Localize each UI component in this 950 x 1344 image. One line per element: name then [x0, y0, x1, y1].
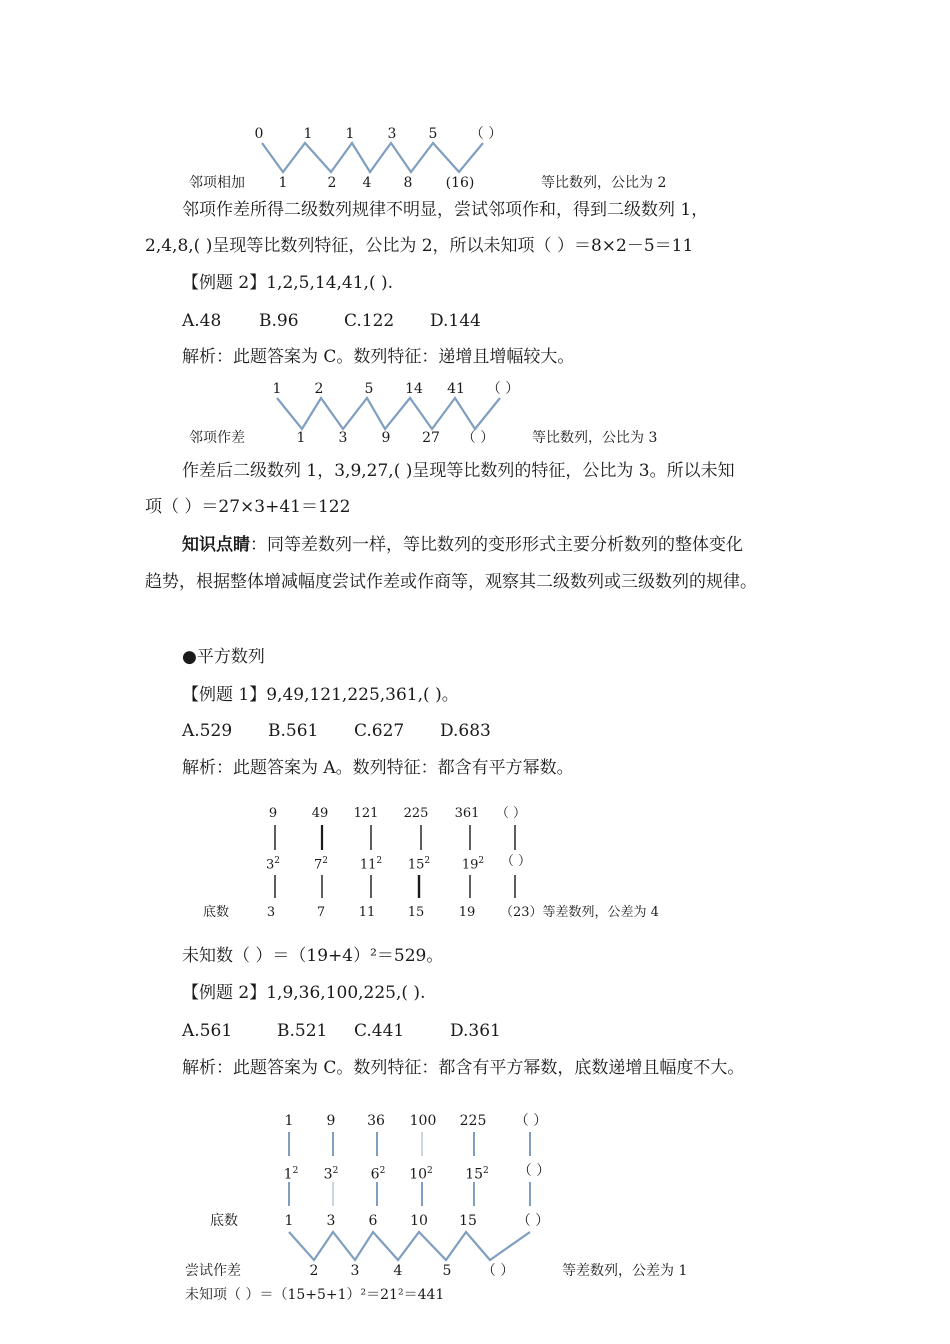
- sq-example2-title: 【例题 2】1,9,36,100,225,( ).: [182, 983, 426, 1003]
- sq-example1-analysis: 解析：此题答案为 A。数列特征：都含有平方幂数。: [182, 758, 574, 778]
- diagram3-base: 7: [316, 905, 326, 920]
- option-d: D.144: [430, 311, 481, 331]
- option-a: A.529: [182, 721, 233, 741]
- diagram4-base-label: 底数: [210, 1213, 238, 1229]
- option-c: C.122: [344, 311, 395, 331]
- knowledge-label: 知识点睛: [182, 535, 250, 555]
- sq-example1-title: 【例题 1】9,49,121,225,361,( )。: [182, 685, 459, 705]
- diagram2-top-term: 1: [272, 381, 282, 397]
- diagram1-top-term: 3: [387, 126, 397, 142]
- diagram4-diff-label: 尝试作差: [185, 1263, 241, 1279]
- diagram3-power: $11^2$: [359, 856, 383, 873]
- diagram1-top-term: 1: [345, 126, 355, 142]
- example2-title: 【例题 2】1,2,5,14,41,( ).: [182, 273, 394, 293]
- diagram4-base: 10: [410, 1213, 428, 1229]
- diagram4-power: $3^2$: [323, 1166, 339, 1183]
- diagram4-power: $15^2$: [465, 1166, 489, 1183]
- diagram4-top-term: 9: [326, 1113, 336, 1129]
- diagram4-diff: 4: [393, 1263, 403, 1279]
- sq-example2-analysis: 解析：此题答案为 C。数列特征：都含有平方幂数，底数递增且幅度不大。: [182, 1058, 745, 1078]
- para2-line1: 作差后二级数列 1，3,9,27,( )呈现等比数列的特征，公比为 3。所以未知: [182, 461, 735, 481]
- section-title: ●平方数列: [182, 647, 265, 667]
- para2-line2: 项（ ）＝27×3+41＝122: [145, 497, 351, 517]
- option-d: D.361: [450, 1021, 501, 1041]
- diagram1-top-term: 5: [428, 126, 438, 142]
- option-b: B.561: [268, 721, 319, 741]
- diagram3-top-term: （ ）: [495, 806, 527, 821]
- para1-line2: 2,4,8,( )呈现等比数列特征，公比为 2，所以未知项（ ）＝8×2－5＝11: [145, 236, 694, 256]
- diagram3-label: 底数: [203, 905, 230, 920]
- diagram4-top-term: 100: [409, 1113, 437, 1129]
- diagram4-base: （ ）: [516, 1213, 550, 1229]
- example2-analysis: 解析：此题答案为 C。数列特征：递增且增幅较大。: [182, 347, 575, 367]
- option-c: C.627: [354, 721, 405, 741]
- diagram3-base: 19: [458, 905, 476, 920]
- diagram3-top-term: 49: [311, 806, 329, 821]
- diagram2-bottom-term: 3: [338, 430, 348, 446]
- diagram3-power: $3^2$: [265, 856, 281, 873]
- diagram4-zigzag: [289, 1232, 530, 1260]
- diagram4-diff: 2: [309, 1263, 319, 1279]
- diagram4-top-term: 36: [367, 1113, 385, 1129]
- option-b: B.96: [259, 311, 299, 331]
- diagram4-top-term: （ ）: [514, 1113, 548, 1129]
- diagram1-top-term: 1: [303, 126, 313, 142]
- diagram1-bottom-term: 8: [403, 175, 413, 191]
- diagram2-bottom-term: 1: [296, 430, 306, 446]
- diagram2-bottom-term: 9: [381, 430, 391, 446]
- diagram2-label: 邻项作差: [189, 430, 245, 446]
- diagram3-top-term: 9: [268, 806, 278, 821]
- diagram2-top-term: 2: [314, 381, 324, 397]
- diagram2-top-term: （ ）: [486, 381, 520, 397]
- diagram4-base: 1: [284, 1213, 294, 1229]
- diagram4-diff: （ ）: [481, 1263, 515, 1279]
- diagram2-top-term: 14: [405, 381, 423, 397]
- sq-example1-conclusion: 未知数（ ）＝（19+4）²＝529。: [182, 946, 444, 966]
- para1-line1: 邻项作差所得二级数列规律不明显，尝试邻项作和，得到二级数列 1，: [182, 200, 709, 220]
- diagram3-top-term: 361: [454, 806, 480, 821]
- diagram4-diff: 3: [350, 1263, 360, 1279]
- diagram3-base: 15: [407, 905, 425, 920]
- diagram4-top-term: 1: [284, 1113, 294, 1129]
- option-a: A.48: [182, 311, 222, 331]
- diagram3-base: 3: [266, 905, 276, 920]
- diagram2-zigzag: [277, 398, 500, 429]
- diagram3-top-term: 225: [403, 806, 429, 821]
- sq-example2-conclusion: 未知项（ ）＝（15+5+1）²＝21²＝441: [185, 1287, 445, 1303]
- knowledge-text: ：同等差数列一样，等比数列的变形形式主要分析数列的整体变化: [250, 535, 743, 555]
- diagram3-top-term: 121: [353, 806, 379, 821]
- knowledge-line2: 趋势，根据整体增减幅度尝试作差或作商等，观察其二级数列或三级数列的规律。: [145, 572, 757, 592]
- option-b: B.521: [277, 1021, 328, 1041]
- diagram4-power: $1^2$: [283, 1166, 299, 1183]
- diagram4-note: 等差数列，公差为 1: [562, 1263, 688, 1279]
- diagram1-zigzag: [262, 143, 483, 172]
- diagram2-top-term: 41: [447, 381, 465, 397]
- diagram1-top-term: （ ）: [469, 126, 503, 142]
- diagram4-power-blank: （ ）: [517, 1163, 551, 1179]
- diagram1-bottom-term: 2: [327, 175, 337, 191]
- option-d: D.683: [440, 721, 491, 741]
- diagram4-diff: 5: [442, 1263, 452, 1279]
- diagram3-power-blank: （ ）: [500, 854, 532, 869]
- option-a: A.561: [182, 1021, 233, 1041]
- diagram1-bottom-term: 4: [362, 175, 372, 191]
- diagram2-note: 等比数列，公比为 3: [532, 430, 658, 446]
- diagram4-power: $10^2$: [409, 1166, 433, 1183]
- diagram1-label: 邻项相加: [189, 175, 245, 191]
- diagram2-bottom-term: 27: [422, 430, 440, 446]
- diagram2-top-term: 5: [364, 381, 374, 397]
- diagram4-top-term: 225: [459, 1113, 487, 1129]
- diagram3-power: $15^2$: [407, 856, 431, 873]
- knowledge-line1: [182, 535, 743, 555]
- diagram3-power: $19^2$: [461, 856, 485, 873]
- diagram3-base: 11: [358, 905, 376, 920]
- diagram3-power: $7^2$: [313, 856, 329, 873]
- diagram4-base: 3: [326, 1213, 336, 1229]
- diagram1-top-term: 0: [254, 126, 264, 142]
- diagram3-note: （23）等差数列，公差为 4: [500, 905, 659, 920]
- option-c: C.441: [354, 1021, 405, 1041]
- diagram1-bottom-term: 1: [278, 175, 288, 191]
- diagram4-base: 15: [459, 1213, 477, 1229]
- diagram2-bottom-term: （ ）: [461, 430, 495, 446]
- diagram1-note: 等比数列，公比为 2: [541, 175, 667, 191]
- diagram4-power: $6^2$: [370, 1166, 386, 1183]
- diagram4-base: 6: [368, 1213, 378, 1229]
- diagram1-bottom-term: (16): [445, 175, 475, 191]
